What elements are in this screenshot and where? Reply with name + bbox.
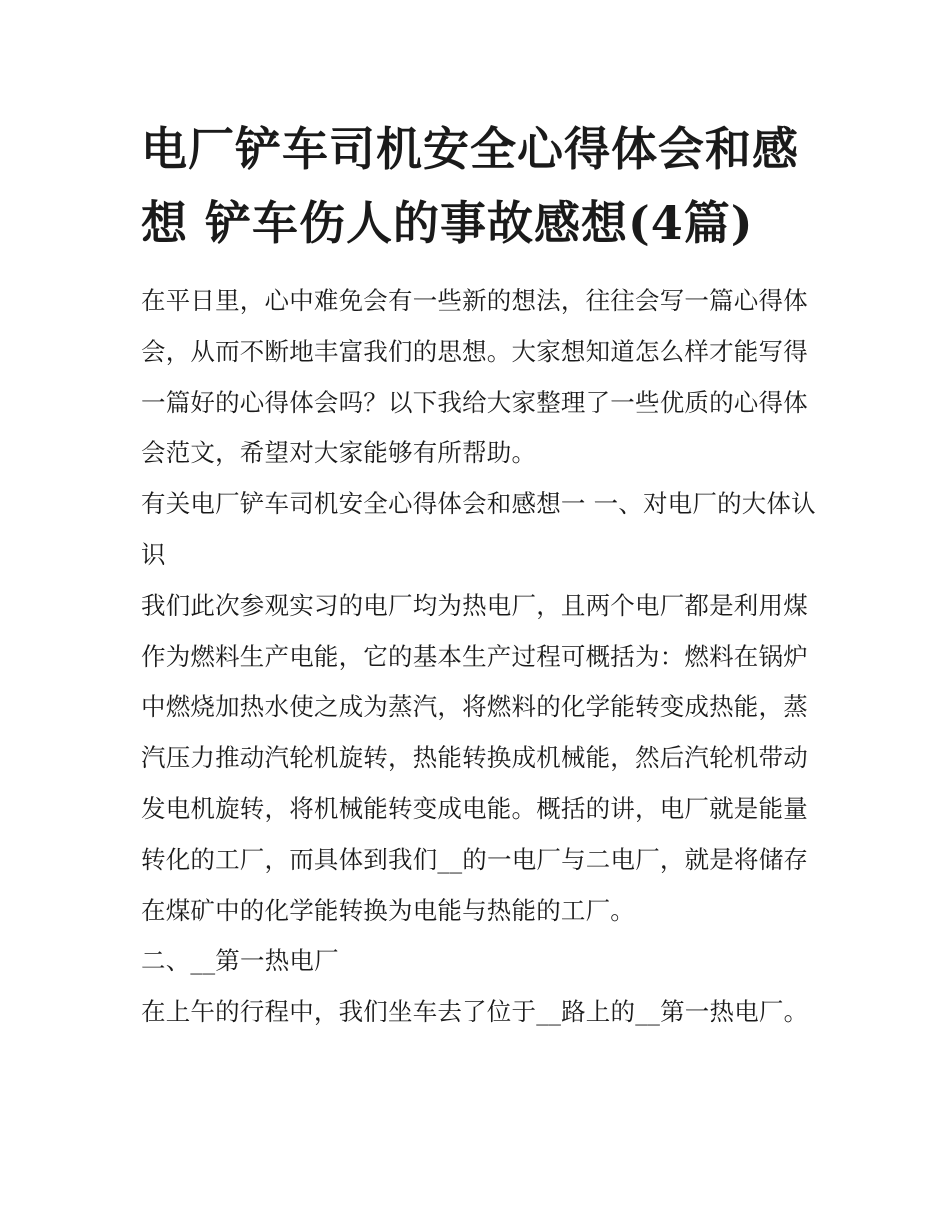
document-title: 电厂铲车司机安全心得体会和感想 铲车伤人的事故感想(4篇): [141, 122, 799, 250]
body-paragraph-last: 在上午的行程中，我们坐车去了位于__路上的__第一热电厂。: [141, 997, 809, 1027]
section-one-heading: 有关电厂铲车司机安全心得体会和感想一 一、对电厂的大体认识: [141, 489, 816, 569]
section-two-heading: 二、__第一热电厂: [141, 946, 339, 976]
body-paragraph: 我们此次参观实习的电厂均为热电厂，且两个电厂都是利用煤作为燃料生产电能，它的基本生产过程可概括为：燃料在锅炉中燃烧加热水使之成为蒸汽，将燃料的化学能转变成热能，蒸汽压力推动汽轮机旋转，热能转换成机械能，然后汽轮机带动发电机旋转，将机械能转变成电能。概括的讲，电厂就是能量转化的工厂，而具体到我们__的一电厂与二电厂，就是将储存在煤矿中的化学能转换为电能与热能的工厂。: [141, 590, 809, 925]
intro-paragraph: 在平日里，心中难免会有一些新的想法，往往会写一篇心得体会，从而不断地丰富我们的思想。大家想知道怎么样才能写得一篇好的心得体会吗？以下我给大家整理了一些优质的心得体会范文，希望对大家能够有所帮助。: [141, 286, 808, 468]
document-page: [141, 112, 821, 1038]
